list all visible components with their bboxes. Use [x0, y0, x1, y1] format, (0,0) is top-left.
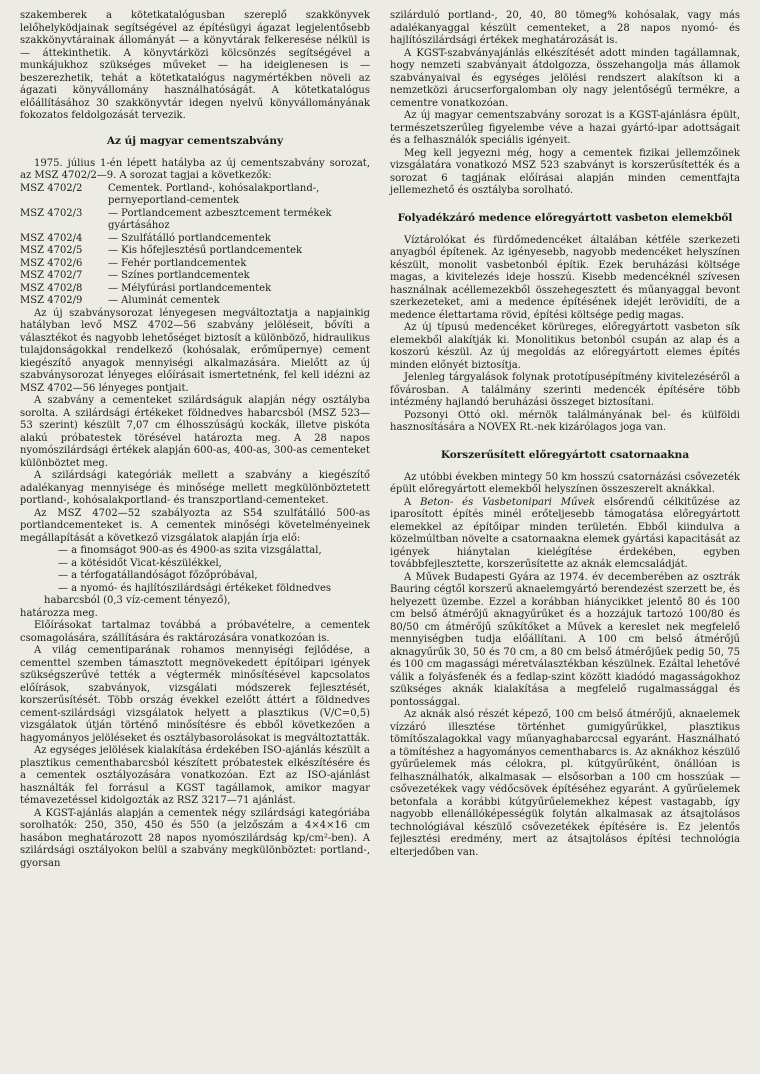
standard-code: MSZ 4702/5 — [20, 245, 83, 256]
test-list — [20, 545, 370, 608]
list-item — [20, 295, 370, 308]
section-heading-cement-standard: Az új magyar cementszabvány — [106, 134, 284, 147]
list-item — [20, 245, 370, 258]
list-item — [20, 258, 370, 271]
paragraph: Jelenleg tárgyalások folynak prototípusépítmény kivitelezéséről a fővárosban. A találmány szerinti medencék építésére több intézmény hajlandó beruházási összeget biztosítani. — [390, 372, 740, 408]
section-heading-pool: Folyadékzáró medence előregyártott vasbeton elemekből — [397, 211, 733, 224]
list-item — [20, 283, 370, 296]
standard-code: MSZ 4702/6 — [20, 257, 83, 269]
paragraph: Az egységes jelölések kialakítása érdekében ISO-ajánlás készült a plasztikus cementhabarcsból készített próbatestek elkészítésére és a cementek osztályozására vonatkozóan. Ezt az ISO-ajánlást használták fel forrásul a KGST tagállamok, amikor magyar témavezetéssel kidolgozták az RSZ 3217—71 ajánlást. — [20, 745, 370, 806]
standard-name: Cementek. Portland-, kohósalakportland-, pernyeportland-cementek — [108, 182, 320, 206]
paragraph: Az aknák alsó részét képező, 100 cm belső átmérőjű, aknaelemek vízzáró illesztése történhet gumigyűrűkkel, plasztikus tömítőszalagokkal vagy műanyaghabarccsal egyaránt. Használható a tömítéshez a hagyományos cementhabarcs is. Az aknákhoz készülő gyűrűelemek más célokra, pl. kútgyűrűként, önállóan is felhasználhatók, alkalmasak — elsősorban a 100 cm hosszúak — csővezetékek vagy védőcsövek építéséhez egyaránt. A gyűrűelemek betonfala a korábbi kútgyűrűelemekhez képest vastagabb, így nagyobb ellenállóképességük folytán alkalmasak az átsajtolásos technológiával készülő csővezetékek építésére is. Ez jelentős fejlesztési eredmény, mert az átsajtolásos építési technológia elterjedőben van. — [390, 709, 740, 858]
paragraph: Az új magyar cementszabvány sorozat is a KGST-ajánlásra épült, természetszerűleg figyelembe véve a hazai gyártó-ipar adottságait és a felhasználók speciális igényeit. — [390, 110, 740, 146]
standard-name: — Aluminát cementek — [108, 295, 220, 306]
paragraph: A világ cementiparának rohamos mennyiségi fejlődése, a cementtel szemben támasztott megnövekedett építőipari igények szükségszerűvé tették a végtermék minősítésével kapcsolatos előírások, szabványok, vizsgálati módszerek fejlesztését, korszerűsítését. Több ország évekkel ezelőtt áttért a földnedves cement-szilárdsági vizsgálatok helyett a plasztikus (V/C=0,5) vizsgálatok útján történő minősítésre és ebből következően a hagyományos jelöléseket és osztálybasorolásokat is megváltoztatták. — [20, 645, 370, 744]
section-heading-manhole: Korszerűsített előregyártott csatornaakna — [440, 448, 690, 461]
standard-name: — Mélyfúrási portlandcementek — [108, 282, 272, 294]
standard-code: MSZ 4702/7 — [20, 270, 83, 281]
standard-name: — Portlandcement azbesztcement termékek gyártásához — [108, 207, 332, 231]
paragraph: Víztárolókat és fürdőmedencéket általában kétféle szerkezeti anyagból építenek. Az igényesebb, nagyobb medencéket helyszínen készült, monolit vasbetonból építik. Ezek beruházási költsége magas, a kivitelezés ideje hosszú. Kisebb medencéknél szívesen használnak acéllemezekből összehegesztett és műanyaggal bevont szerkezeteket, ami a medence építésének idejét lerövidíti, de a medence élettartama rövid, építési költsége pedig magas. — [390, 234, 740, 321]
paragraph: Meg kell jegyezni még, hogy a cementek fizikai jellemzőinek vizsgálatára vonatkozó MSZ 523 szabványt is korszerűsítették és a sorozat 6 tagjának előírásai alapján minden cementfajta jellemezhető és osztályba sorolható. — [390, 147, 740, 196]
paragraph: A KGST-szabványajánlás elkészítését adott minden tagállamnak, hogy nemzeti szabványait átdolgozza, összehangolja más államok szabványaival és egységes jelölési rendszert alakítson ki a nemzetközi árucserforgalomban oly nagy jelentőségű termékre, a cementre vonatkozóan. — [390, 47, 740, 109]
list-item: — a nyomó- és hajlítószilárdsági értékeket földnedves habarcsból (0,3 víz-cement tényező), — [44, 582, 332, 606]
standard-name: — Kis hőfejlesztésű portlandcementek — [108, 245, 303, 256]
paragraph: Előírásokat tartalmaz továbbá a próbavételre, a cementek csomagolására, szállítására és raktározására vonatkozóan is. — [20, 620, 370, 644]
list-item: — a kötésidőt Vicat-készülékkel, — [58, 557, 222, 569]
paragraph: A szabvány a cementeket szilárdságuk alapján négy osztályba sorolta. A szilárdsági értékeket földnedves habarcsból (MSZ 523—53 szerint) készült 7,07 cm élhosszúságú kockák, illetve piskóta alakú próbatestek törésével határozta meg. A 28 napos nyomószilárdsági értékek alapján 600-as, 400-as, 300-as cementeket különböztet meg. — [20, 395, 370, 469]
paragraph: A KGST-ajánlás alapján a cementek négy szilárdsági kategóriába sorolhatók: 250, 350, 450 és 550 (a jelzőszám a 4×4×16 cm hasábon meghatározott 28 napos nyomószilárdság kp/cm²-ben). A szilárdsági osztályokon belül a szabvány megkülönböztet: portland-, gyorsan — [20, 807, 370, 869]
paragraph: Az új szabványsorozat lényegesen megváltoztatja a napjainkig hatályban levő MSZ 4702—56 szabvány jelöléseit, bővíti a választékot és nagyobb lehetőséget biztosít a különböző, hidraulikus tulajdonságokkal rendelkező (kohósalak, erőműpernye) cement kiegészítő anyagok mennyiségi alkalmazására. Mielőtt az új szabványsorozat lényeges előírásait ismertetnénk, fel kell idézni az MSZ 4702—56 lényeges pontjait. — [20, 307, 370, 394]
text-run: elsőrendű célkitűzése az iparosított építés minél erőteljesebb támogatása előregyártott elemekkel az építőipar minden területén. Ebből kiindulva a közelmúltban növelte a csatornaakna elemek gyártási kapacitását az igények hiánytalan kielégítése érdekében, egyben továbbfejlesztette, korszerűsítette az aknák elemcsaládját. — [390, 496, 740, 570]
paragraph: A szilárdsági kategóriák mellett a szabvány a kiegészítő adalékanyag mennyisége és minősége mellett megkülönböztetett portland-, kohósalakportland- és transzportland-cementeket. — [20, 470, 370, 506]
paragraph: A Művek Budapesti Gyára az 1974. év decemberében az osztrák Bauring cégtől korszerű aknaelemgyártó berendezést szerzett be, és helyezett üzembe. Ezzel a korábban hiánycikket jelentő 80 és 100 cm belső átmérőjű aknagyűrűket és a hozzájuk tartozó 100/80 és 80/50 cm átmérőjű szűkítőket a Művek a kereslet nek megfelelő mennyiségben tudja előállítani. A 100 cm belső átmérőjű aknagyűrűk 30, 50 és 70 cm, a 80 cm belső átmérőjűek pedig 50, 75 és 100 cm magassági méretválasztékban készülnek. Ezáltal lehetővé válik a folyásfenék és a fedlap-szint között kiadódó magasságokhoz szükséges aknák kialakítása a megfelelő rugalmassággal és pontossággal. — [390, 571, 740, 708]
standard-name: — Színes portlandcementek — [108, 270, 250, 281]
paragraph: Az MSZ 4702—52 szabályozta az S54 szulfátálló 500-as portlandcementeket is. A cementek minőségi követelményeinek megállapítását a következő vizsgálatok alapján írja elő: — [20, 507, 370, 544]
right-column — [390, 10, 740, 1074]
list-item — [20, 208, 370, 233]
intro-paragraph: szakemberek a kötetkatalógusban szereplő szakkönyvek lelőhelyködjainak segítségével az építésügyi ágazat legjelentősebb szakkönyvtárainak állományát — a könyvtárak felkeresése nélkül is — áttekinthetik. A könyvtárközi kölcsönzés segítségével a munkájukhoz szükséges műveket — ha ideiglenesen is — beszerezhetik, tehát a kötetkatalógus nagymértékben növeli az ágazati könyvállomány használhatóságát. A kötetkatalógus előállításához 30 szakkönyvtár idegen nyelvű könyvállományának fokozatos feldolgozását tervezik. — [20, 10, 370, 121]
standard-code: MSZ 4702/9 — [20, 295, 83, 306]
company-name: Beton- és Vasbetonipari Művek — [420, 496, 596, 508]
paragraph: Pozsonyi Ottó okl. mérnök találmányának bel- és külföldi hasznosítására a NOVEX Rt.-nek kizárólagos joga van. — [390, 409, 740, 433]
paragraph — [390, 497, 740, 572]
list-item: — a finomságot 900-as és 4900-as szita vizsgálattal, — [58, 545, 322, 556]
paragraph: szilárduló portland-, 20, 40, 80 tömeg% kohósalak, vagy más adalékanyaggal készült cementeket, a 28 napos nyomó- és hajlítószilárdsági értékek meghatározását is. — [390, 10, 740, 46]
paragraph: 1975. július 1-én lépett hatályba az új cementszabvány sorozat, az MSZ 4702/2—9. A sorozat tagjai a következők: — [20, 157, 370, 181]
paragraph: Az utóbbi években mintegy 50 km hosszú csatornázási csővezeték épült előregyártott elemekből helyszínen összeszerelt aknákkal. — [390, 471, 740, 495]
standard-code: MSZ 4702/4 — [20, 232, 83, 244]
left-column — [20, 10, 370, 1074]
standards-list — [20, 183, 370, 308]
list-item — [20, 270, 370, 283]
paragraph: határozza meg. — [20, 607, 98, 619]
standard-code: MSZ 4702/8 — [20, 282, 83, 294]
standard-name: — Szulfátálló portlandcementek — [108, 232, 271, 244]
text-run: A — [404, 496, 421, 508]
list-item: — a térfogatállandóságot főzőpróbával, — [58, 570, 258, 581]
standard-code: MSZ 4702/3 — [20, 207, 83, 219]
list-item — [20, 233, 370, 246]
paragraph: Az új típusú medencéket körüreges, előregyártott vasbeton sík elemekből alakítják ki. Monolitikus betonból csupán az alap és a koszorú készül. Az új megoldás az előregyártott elemes építés minden előnyét biztosítja. — [390, 322, 740, 371]
standard-code: MSZ 4702/2 — [20, 182, 83, 194]
list-item — [20, 183, 370, 208]
standard-name: — Fehér portlandcementek — [108, 257, 247, 269]
